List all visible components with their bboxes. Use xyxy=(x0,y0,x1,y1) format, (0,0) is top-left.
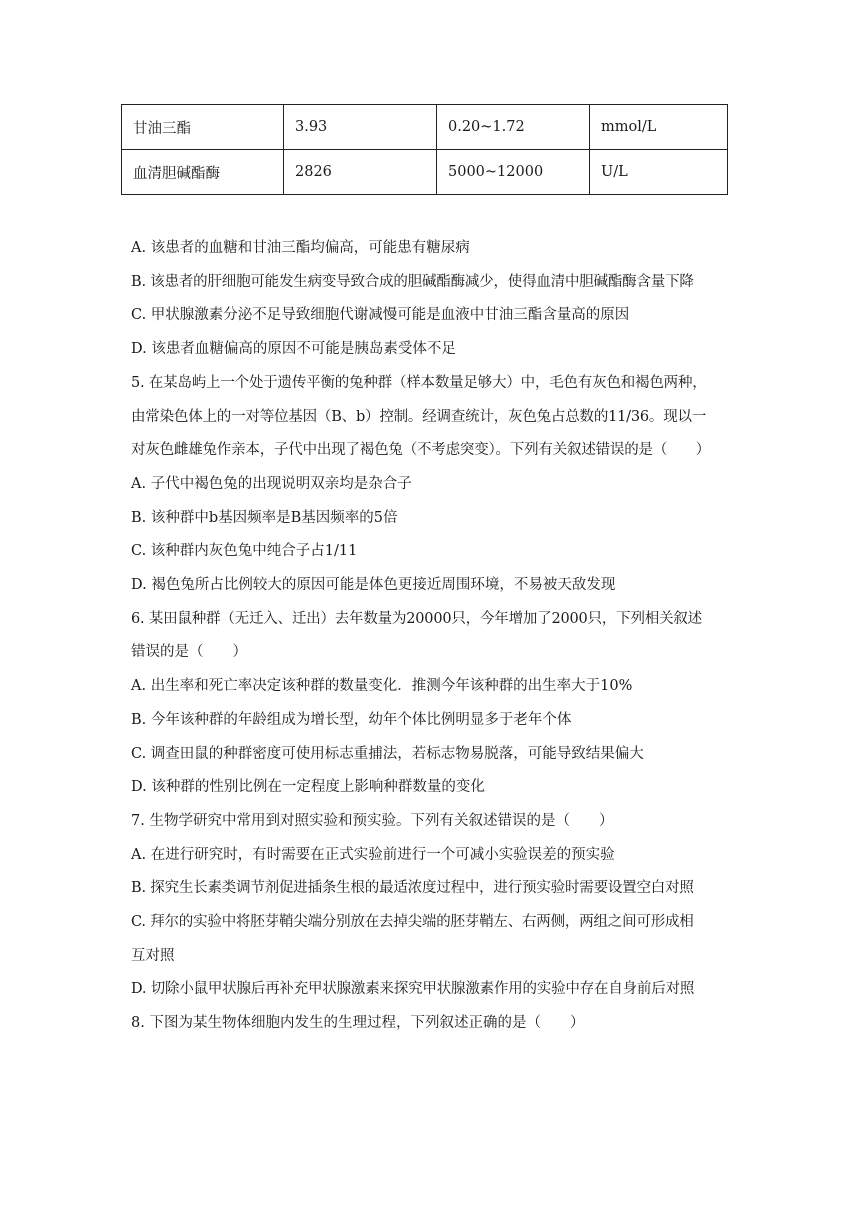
q5-option-b: B. 该种群中b基因频率是B基因频率的5倍 xyxy=(131,509,398,526)
question-content xyxy=(131,232,731,1041)
q7-option-c-cont: 互对照 xyxy=(131,947,175,964)
q4-option-c: C. 甲状腺激素分泌不足导致细胞代谢减慢可能是血液中甘油三酯含量高的原因 xyxy=(131,307,630,324)
q7-stem: 7. 生物学研究中常用到对照实验和预实验。下列有关叙述错误的是（ ） xyxy=(131,812,614,829)
table-cell-value: 3.93 xyxy=(284,105,437,150)
q7-option-b: B. 探究生长素类调节剂促进插条生根的最适浓度过程中，进行预实验时需要设置空白对照 xyxy=(131,880,694,897)
q6-stem-line: 错误的是（ ） xyxy=(131,644,247,661)
q7-option-c: C. 拜尔的实验中将胚芽鞘尖端分别放在去掉尖端的胚芽鞘左、右两侧，两组之间可形成相 xyxy=(131,914,694,931)
q5-option-c: C. 该种群内灰色兔中纯合子占1/11 xyxy=(131,543,358,560)
q5-option-a: A. 子代中褐色兔的出现说明双亲均是杂合子 xyxy=(131,475,412,492)
q6-option-a: A. 出生率和死亡率决定该种群的数量变化．推测今年该种群的出生率大于10% xyxy=(131,678,633,695)
table-cell-name: 血清胆碱酯酶 xyxy=(122,150,284,195)
q4-option-d: D. 该患者血糖偏高的原因不可能是胰岛素受体不足 xyxy=(131,341,456,358)
table-cell-value: 2826 xyxy=(284,150,437,195)
table-cell-unit: mmol/L xyxy=(590,105,728,150)
q6-option-b: B. 今年该种群的年龄组成为增长型，幼年个体比例明显多于老年个体 xyxy=(131,711,572,728)
table-cell-name: 甘油三酯 xyxy=(122,105,284,150)
q5-option-d: D. 褐色兔所占比例较大的原因可能是体色更接近周围环境，不易被天敌发现 xyxy=(131,577,616,594)
q5-stem-line: 对灰色雌雄兔作亲本，子代中出现了褐色兔（不考虑突变）。下列有关叙述错误的是（ ） xyxy=(131,442,711,459)
table-row xyxy=(122,105,728,150)
table-row xyxy=(122,150,728,195)
q4-option-b: B. 该患者的肝细胞可能发生病变导致合成的胆碱酯酶减少，使得血清中胆碱酯酶含量下降 xyxy=(131,273,694,290)
q5-stem-line: 5. 在某岛屿上一个处于遗传平衡的兔种群（样本数量足够大）中，毛色有灰色和褐色两种， xyxy=(131,374,707,391)
q8-stem: 8. 下图为某生物体细胞内发生的生理过程，下列叙述正确的是（ ） xyxy=(131,1015,585,1032)
q7-option-d: D. 切除小鼠甲状腺后再补充甲状腺激素来探究甲状腺激素作用的实验中存在自身前后对照 xyxy=(131,981,695,998)
table-cell-reference: 0.20~1.72 xyxy=(437,105,590,150)
lab-results-table xyxy=(121,104,728,195)
table-cell-reference: 5000~12000 xyxy=(437,150,590,195)
q7-option-a: A. 在进行研究时，有时需要在正式实验前进行一个可减小实验误差的预实验 xyxy=(131,846,615,863)
table-cell-unit: U/L xyxy=(590,150,728,195)
q6-option-c: C. 调查田鼠的种群密度可使用标志重捕法，若标志物易脱落，可能导致结果偏大 xyxy=(131,745,644,762)
q4-option-a: A. 该患者的血糖和甘油三酯均偏高，可能患有糖尿病 xyxy=(131,240,470,256)
q5-stem-line: 由常染色体上的一对等位基因（B、b）控制。经调查统计，灰色兔占总数的11/36。现以一 xyxy=(131,408,707,425)
q6-stem-line: 6. 某田鼠种群（无迁入、迁出）去年数量为20000只，今年增加了2000只，下列相关叙述 xyxy=(131,610,702,627)
q6-option-d: D. 该种群的性别比例在一定程度上影响种群数量的变化 xyxy=(131,779,485,796)
